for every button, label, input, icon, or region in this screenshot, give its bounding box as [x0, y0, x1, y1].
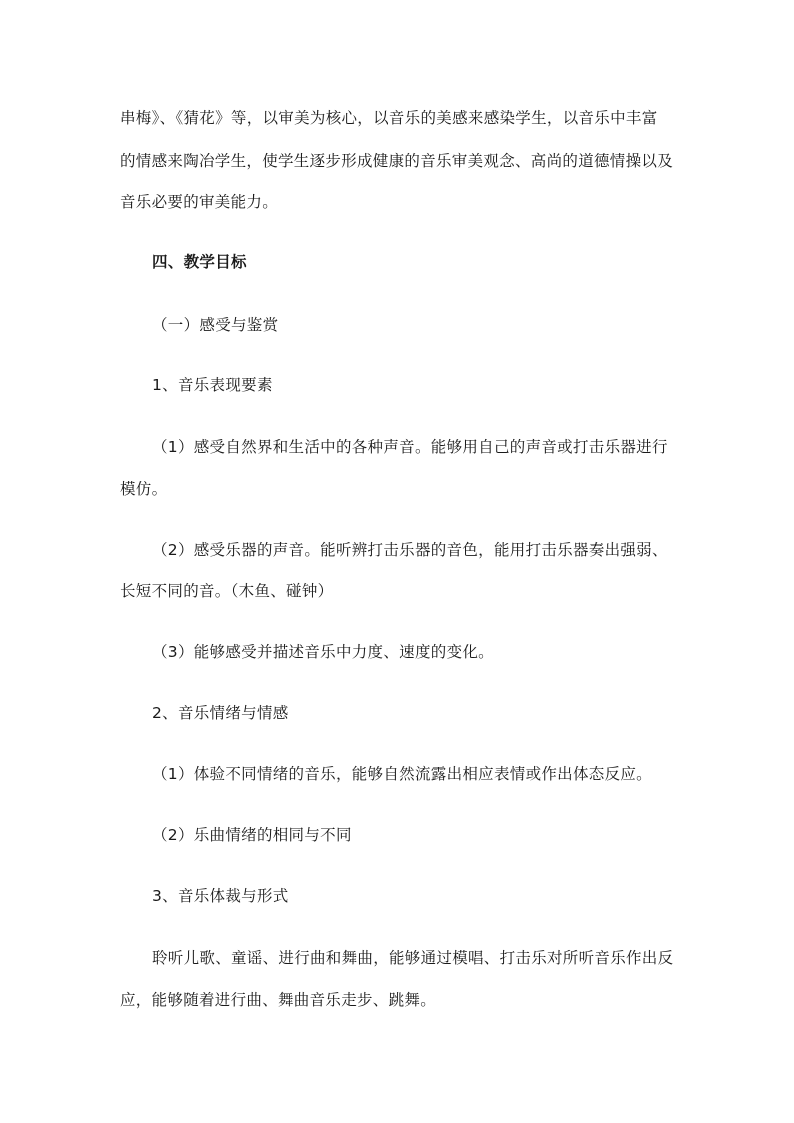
item-3-p1-line-2: 应，能够随着进行曲、舞曲音乐走步、跳舞。 [120, 991, 437, 1009]
item-1-p2-line-1: （2）感受乐器的声音。能听辨打击乐器的音色，能用打击乐器奏出强弱、 [152, 541, 668, 559]
item-2-title: 2、音乐情绪与情感 [152, 704, 289, 722]
intro-line-3: 音乐必要的审美能力。 [120, 193, 279, 211]
item-2-p1: （1）体验不同情绪的音乐，能够自然流露出相应表情或作出体态反应。 [152, 765, 652, 783]
intro-line-2: 的情感来陶冶学生，使学生逐步形成健康的音乐审美观念、高尚的道德情操以及 [120, 152, 674, 170]
item-2-p2: （2）乐曲情绪的相同与不同 [152, 826, 352, 844]
item-1-title: 1、音乐表现要素 [152, 376, 273, 394]
subsection-heading: （一）感受与鉴赏 [152, 316, 279, 334]
item-1-p2-line-2: 长短不同的音。（木鱼、碰钟） [120, 582, 334, 600]
item-1-p1-line-2: 模仿。 [120, 480, 168, 498]
item-3-p1-line-1: 聆听儿歌、童谣、进行曲和舞曲，能够通过模唱、打击乐对所听音乐作出反 [152, 949, 674, 967]
intro-line-1: 串梅》、《猜花》等，以审美为核心，以音乐的美感来感染学生，以音乐中丰富 [120, 109, 658, 127]
item-1-p1-line-1: （1）感受自然界和生活中的各种声音。能够用自己的声音或打击乐器进行 [152, 438, 668, 456]
section-heading: 四、教学目标 [152, 253, 247, 271]
item-1-p3: （3）能够感受并描述音乐中力度、速度的变化。 [152, 643, 494, 661]
item-3-title: 3、音乐体裁与形式 [152, 887, 289, 905]
